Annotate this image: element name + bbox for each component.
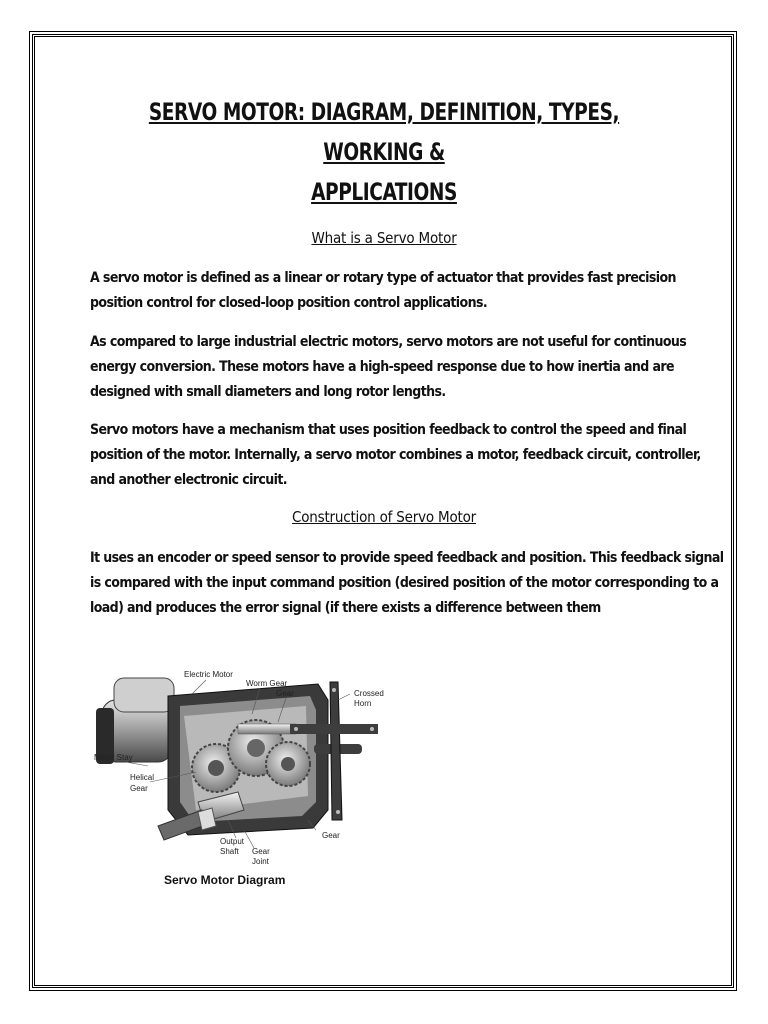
text-line: A servo motor is defined as a linear or rotary type of actuator that provides fast precision <box>90 270 676 286</box>
title-line-1: SERVO MOTOR: DIAGRAM, DEFINITION, TYPES, WORKING & <box>148 98 620 166</box>
title-line-2: APPLICATIONS <box>311 178 457 206</box>
section-heading-what-is: What is a Servo Motor <box>311 229 457 247</box>
label-shaft: Shaft <box>220 847 239 856</box>
paragraph-construction <box>90 546 724 621</box>
text-line: As compared to large industrial electric motors, servo motors are not useful for continuous <box>90 334 687 350</box>
text-line: Servo motors have a mechanism that uses position feedback to control the speed and final <box>90 422 687 438</box>
servo-motor-diagram <box>88 660 408 890</box>
label-horn: Horn <box>354 699 372 708</box>
text-line: is compared with the input command position (desired position of the motor corresponding to a <box>90 575 719 591</box>
text-line: designed with small diameters and long rotor lengths. <box>90 384 446 400</box>
document-title <box>105 92 662 212</box>
text-line: and another electronic circuit. <box>90 472 287 488</box>
label-helical: Helical <box>130 773 155 782</box>
label-output: Output <box>220 837 245 846</box>
paragraph-definition <box>90 266 690 316</box>
label-gear-joint-2: Joint <box>252 857 269 866</box>
paragraph-mechanism <box>90 418 701 493</box>
label-gear-right: Gear <box>322 831 340 840</box>
section-heading-construction: Construction of Servo Motor <box>291 508 477 526</box>
label-crossed: Crossed <box>354 689 384 698</box>
electric-motor-part <box>96 678 174 764</box>
label-worm-gear: Worm Gear <box>246 679 288 688</box>
label-electric-motor: Electric Motor <box>184 670 233 679</box>
paragraph-comparison <box>90 330 690 405</box>
text-line: position control for closed-loop position control applications. <box>90 295 488 311</box>
text-line: position of the motor. Internally, a servo motor combines a motor, feedback circuit, controller, <box>90 447 701 463</box>
text-line: It uses an encoder or speed sensor to provide speed feedback and position. This feedback signal <box>90 550 724 566</box>
figure-caption: Servo Motor Diagram <box>164 873 286 887</box>
text-line: energy conversion. These motors have a high-speed response due to how inertia and are <box>90 359 674 375</box>
label-motor-stay: Motor Stay <box>94 753 133 762</box>
servo-diagram-svg <box>88 660 408 890</box>
text-line: load) and produces the error signal (if there exists a difference between them <box>90 600 601 616</box>
label-gear-joint-1: Gear <box>252 847 270 856</box>
label-helical-gear: Gear <box>130 784 148 793</box>
label-gear-top: Gear <box>276 689 294 698</box>
